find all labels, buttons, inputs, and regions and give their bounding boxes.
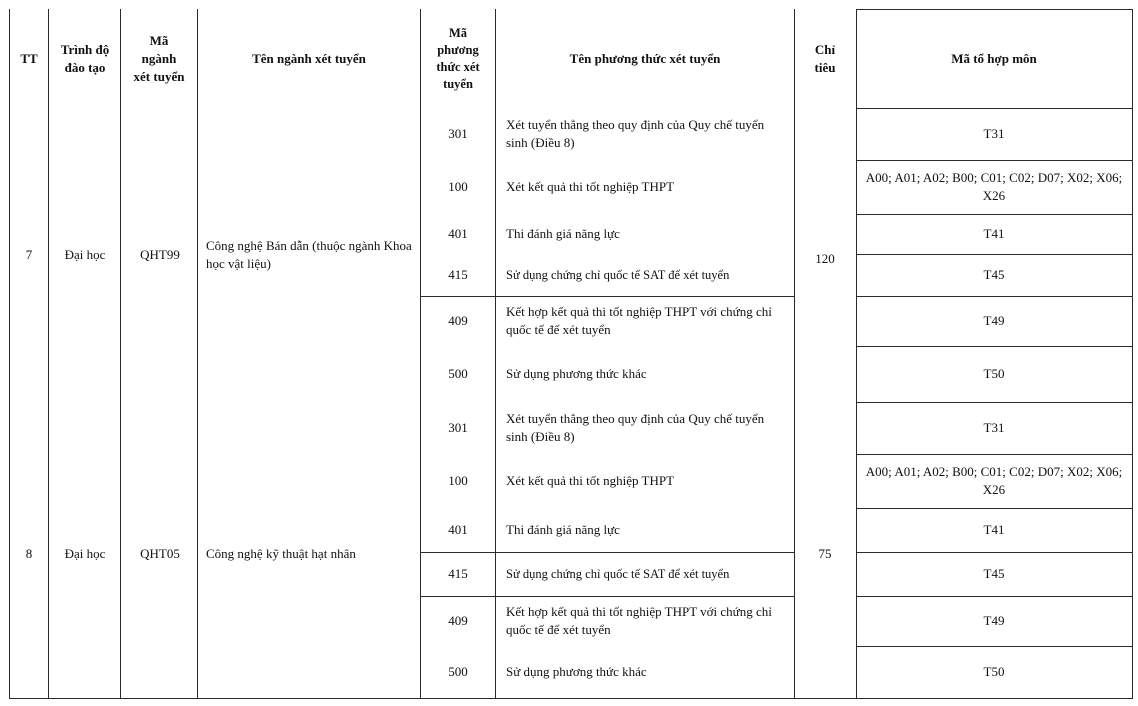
header-major-name: Tên ngành xét tuyển bbox=[252, 51, 366, 66]
grid-line bbox=[9, 9, 10, 699]
header-tt: TT bbox=[20, 51, 38, 66]
grid-line bbox=[856, 214, 1133, 215]
method-code: 415 bbox=[448, 267, 468, 282]
header-method-name: Tên phương thức xét tuyển bbox=[569, 51, 721, 66]
method-code: 401 bbox=[448, 226, 468, 241]
method-code: 301 bbox=[448, 126, 468, 141]
group-7-quota: 120 bbox=[815, 251, 835, 266]
grid-line bbox=[856, 254, 1133, 255]
grid-line bbox=[197, 9, 198, 699]
method-name: Xét kết quả thi tốt nghiệp THPT bbox=[506, 179, 675, 194]
grid-line bbox=[856, 160, 1133, 161]
grid-line bbox=[856, 402, 1133, 403]
method-name: Sử dụng phương thức khác bbox=[506, 664, 647, 679]
group-8-tt: 8 bbox=[25, 546, 33, 561]
grid-line bbox=[9, 698, 1133, 699]
combo-code: T41 bbox=[983, 226, 1005, 241]
grid-line bbox=[856, 296, 1133, 297]
grid-line bbox=[856, 508, 1133, 509]
method-code: 415 bbox=[448, 566, 468, 581]
combo-code: T50 bbox=[983, 366, 1005, 381]
grid-line bbox=[856, 646, 1133, 647]
grid-line bbox=[48, 9, 49, 699]
combo-code: T50 bbox=[983, 664, 1005, 679]
grid-line bbox=[856, 346, 1133, 347]
grid-line bbox=[420, 296, 795, 297]
combo-code: A00; A01; A02; B00; C01; C02; D07; X02; X06; X26 bbox=[865, 464, 1123, 497]
method-name: Kết hợp kết quả thi tốt nghiệp THPT với chứng chỉ quốc tế để xét tuyển bbox=[506, 604, 772, 637]
method-code: 409 bbox=[448, 613, 468, 628]
group-7-major-code: QHT99 bbox=[140, 247, 180, 262]
method-code: 500 bbox=[448, 664, 468, 679]
method-code: 100 bbox=[448, 473, 468, 488]
method-name: Sử dụng phương thức khác bbox=[506, 366, 647, 381]
group-7-tt: 7 bbox=[25, 247, 33, 262]
method-name: Sử dụng chứng chỉ quốc tế SAT để xét tuyển bbox=[506, 567, 730, 581]
group-8-quota: 75 bbox=[818, 546, 832, 561]
header-quota: Chỉ tiêu bbox=[814, 42, 836, 75]
group-8-level: Đại học bbox=[64, 546, 106, 561]
method-code: 401 bbox=[448, 522, 468, 537]
grid-line bbox=[120, 9, 121, 699]
method-name: Thi đánh giá năng lực bbox=[506, 226, 620, 241]
combo-code: T45 bbox=[983, 267, 1005, 282]
combo-code: T49 bbox=[983, 313, 1005, 328]
method-code: 500 bbox=[448, 366, 468, 381]
combo-code: T41 bbox=[983, 522, 1005, 537]
group-8-major-name: Công nghệ kỹ thuật hạt nhân bbox=[206, 546, 356, 561]
grid-line bbox=[856, 552, 1133, 553]
grid-line bbox=[420, 596, 795, 597]
combo-code: T31 bbox=[983, 126, 1005, 141]
grid-line bbox=[856, 596, 1133, 597]
header-major-code: Mã ngành xét tuyển bbox=[133, 33, 185, 84]
group-7-major-name: Công nghệ Bán dẫn (thuộc ngành Khoa học vật liệu) bbox=[206, 238, 412, 271]
grid-line bbox=[856, 9, 1133, 10]
grid-line bbox=[420, 552, 795, 553]
method-name: Thi đánh giá năng lực bbox=[506, 522, 620, 537]
combo-code: T49 bbox=[983, 613, 1005, 628]
header-method-code: Mã phương thức xét tuyển bbox=[436, 26, 480, 91]
grid-line bbox=[856, 454, 1133, 455]
group-7-level: Đại học bbox=[64, 247, 106, 262]
header-level: Trình độ đào tạo bbox=[60, 42, 110, 75]
method-name: Sử dụng chứng chỉ quốc tế SAT để xét tuyển bbox=[506, 268, 730, 282]
combo-code: T31 bbox=[983, 420, 1005, 435]
header-combo: Mã tổ hợp môn bbox=[951, 51, 1037, 66]
method-code: 301 bbox=[448, 420, 468, 435]
method-name: Xét kết quả thi tốt nghiệp THPT bbox=[506, 473, 675, 488]
combo-code: T45 bbox=[983, 566, 1005, 581]
grid-line bbox=[856, 108, 1133, 109]
method-name: Xét tuyển thẳng theo quy định của Quy chế tuyển sinh (Điều 8) bbox=[506, 411, 765, 444]
method-name: Xét tuyển thẳng theo quy định của Quy chế tuyển sinh (Điều 8) bbox=[506, 117, 765, 150]
method-code: 100 bbox=[448, 179, 468, 194]
method-code: 409 bbox=[448, 313, 468, 328]
method-name: Kết hợp kết quả thi tốt nghiệp THPT với chứng chỉ quốc tế để xét tuyển bbox=[506, 304, 772, 337]
combo-code: A00; A01; A02; B00; C01; C02; D07; X02; X06; X26 bbox=[865, 170, 1123, 203]
group-8-major-code: QHT05 bbox=[140, 546, 180, 561]
